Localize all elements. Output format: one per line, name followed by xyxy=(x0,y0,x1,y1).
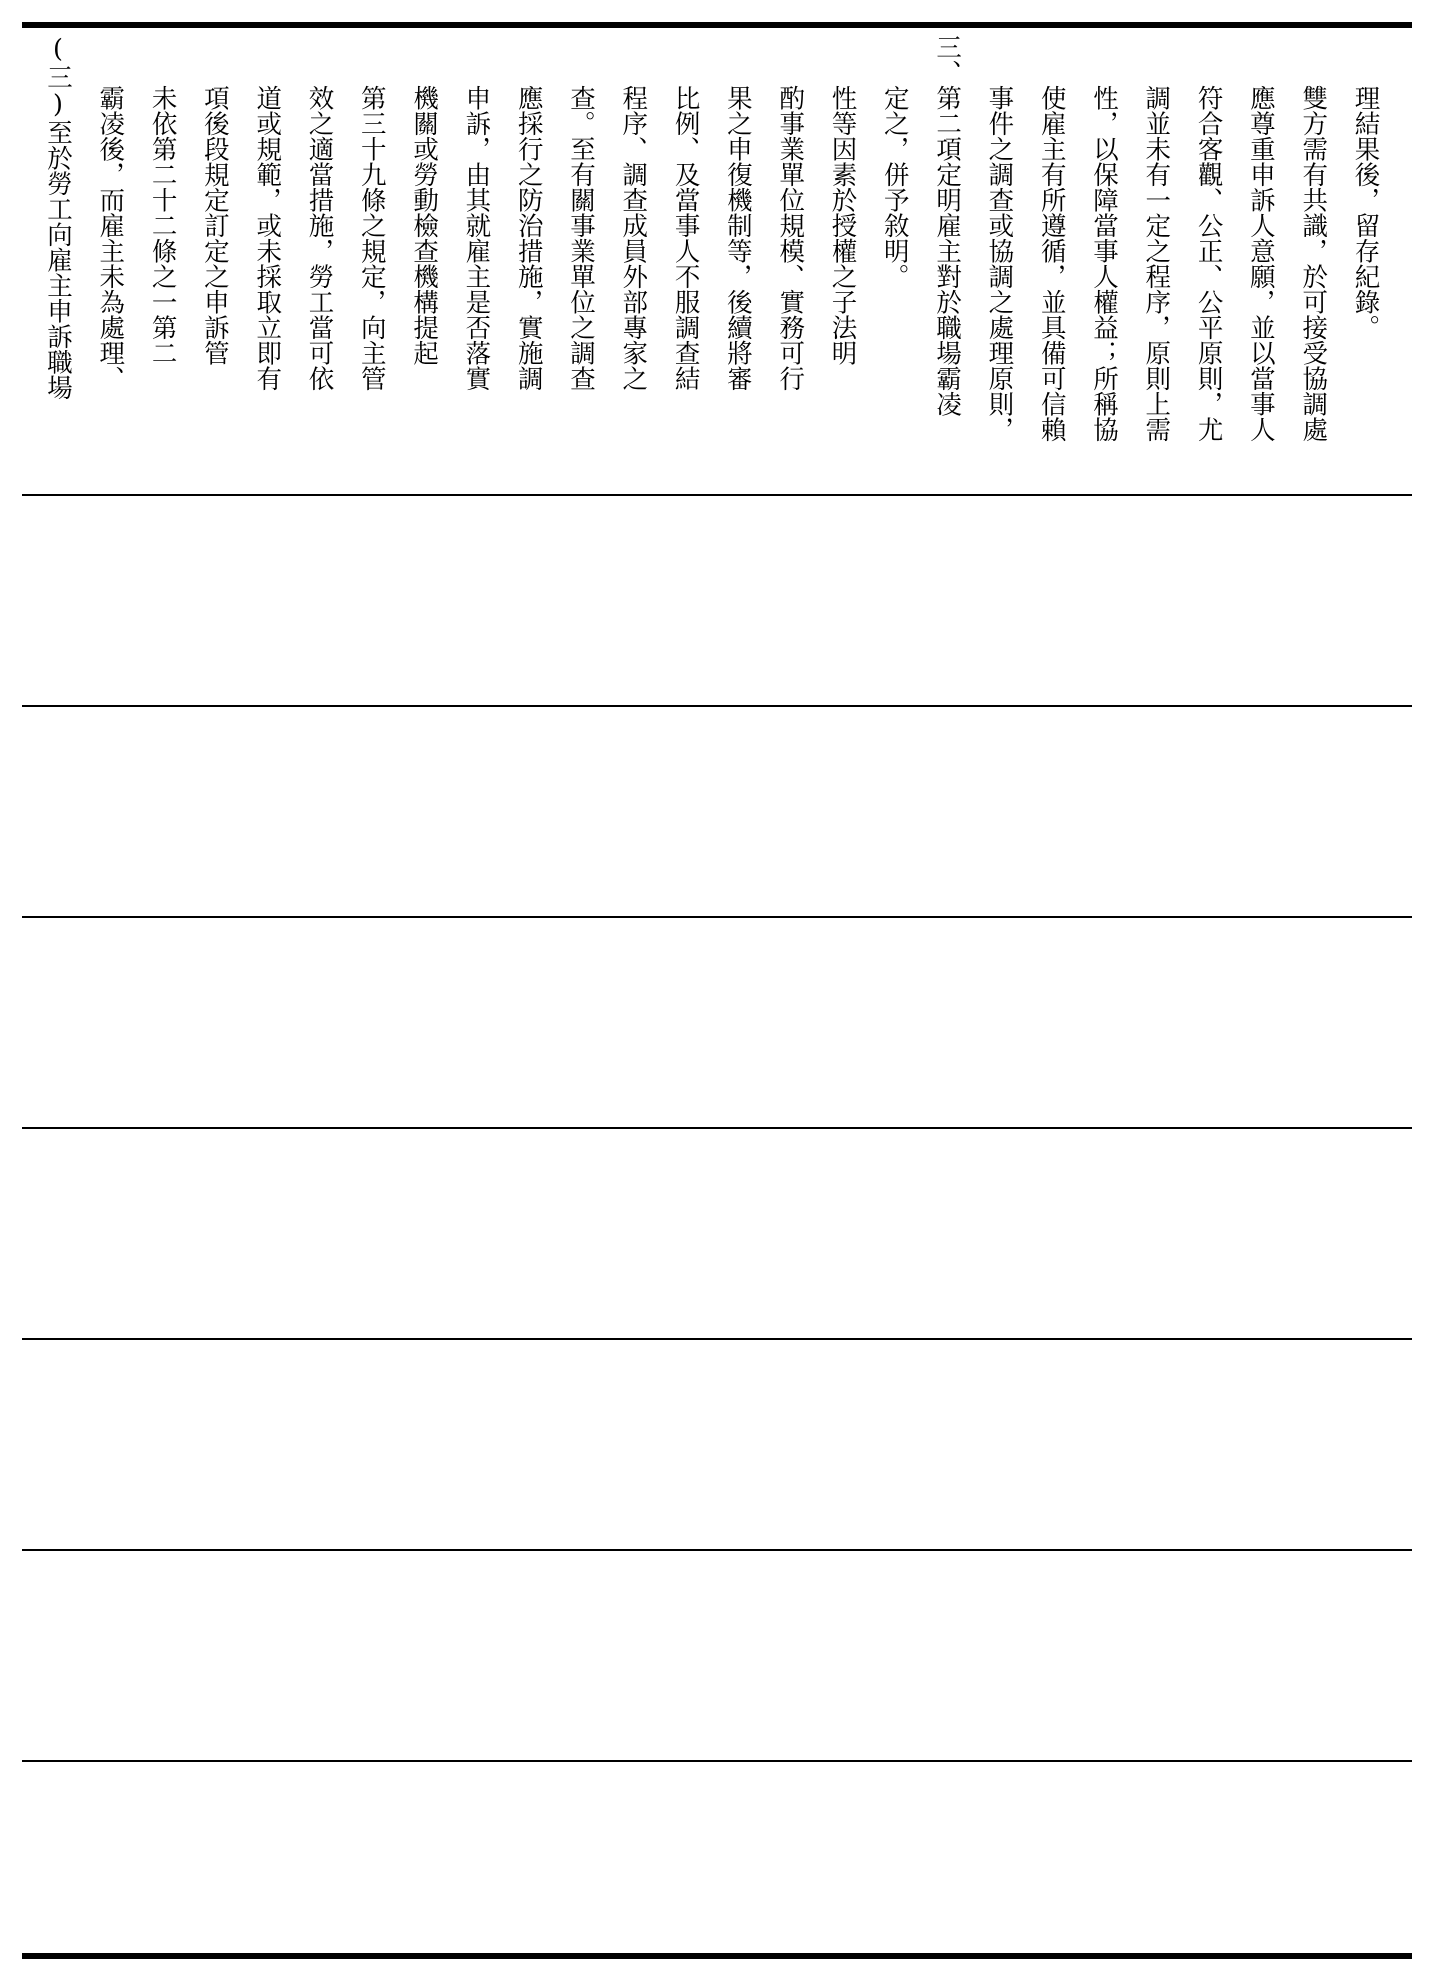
bottom-rule xyxy=(22,1953,1412,1959)
text-column: 未依第二十二條之一第二 xyxy=(147,85,178,366)
text-column: 使雇主有所遵循，並具備可信賴 xyxy=(1036,85,1067,442)
text-column: 霸凌後，而雇主未為處理、 xyxy=(95,85,126,391)
text-column: 應採行之防治措施，實施調 xyxy=(513,85,544,391)
text-column: 符合客觀、公正、公平原則，尤 xyxy=(1193,85,1224,442)
row-divider xyxy=(22,1549,1412,1551)
text-column: 事件之調查或協調之處理原則， xyxy=(984,85,1015,442)
text-column: 雙方需有共識，於可接受協調處 xyxy=(1298,85,1329,442)
text-column: 申訴，由其就雇主是否落實 xyxy=(461,85,492,391)
text-column: 效之適當措施，勞工當可依 xyxy=(304,85,335,391)
text-column: 定之，併予敘明。 xyxy=(879,85,910,289)
text-column: 道或規範，或未採取立即有 xyxy=(252,85,283,391)
text-column: (三)至於勞工向雇主申訴職場 xyxy=(43,34,73,400)
text-column: 機關或勞動檢查機構提起 xyxy=(409,85,440,366)
text-column: 果之申復機制等，後續將審 xyxy=(722,85,753,391)
text-column: 查。至有關事業單位之調查 xyxy=(566,85,596,391)
text-column: 調並未有一定之程序，原則上需 xyxy=(1141,85,1172,442)
text-column: 程序、調查成員外部專家之 xyxy=(618,85,649,391)
text-column: 第三十九條之規定，向主管 xyxy=(356,85,387,391)
top-rule xyxy=(22,22,1412,28)
row-divider xyxy=(22,705,1412,707)
row-divider xyxy=(22,1760,1412,1762)
text-column: 比例、及當事人不服調查結 xyxy=(670,85,701,391)
text-column: 酌事業單位規模、實務可行 xyxy=(775,85,806,391)
row-divider xyxy=(22,916,1412,918)
row-divider xyxy=(22,1338,1412,1340)
row-divider xyxy=(22,494,1412,496)
text-column: 應尊重申訴人意願，並以當事人 xyxy=(1245,85,1276,442)
vertical-text-block xyxy=(30,34,1400,486)
text-column: 三、第二項定明雇主對於職場霸凌 xyxy=(932,34,963,417)
text-column: 理結果後，留存紀錄。 xyxy=(1350,85,1381,340)
row-divider xyxy=(22,1127,1412,1129)
text-column: 性等因素於授權之子法明 xyxy=(827,85,858,366)
text-column: 性，以保障當事人權益；所稱協 xyxy=(1089,85,1119,442)
text-column: 項後段規定訂定之申訴管 xyxy=(199,85,230,366)
